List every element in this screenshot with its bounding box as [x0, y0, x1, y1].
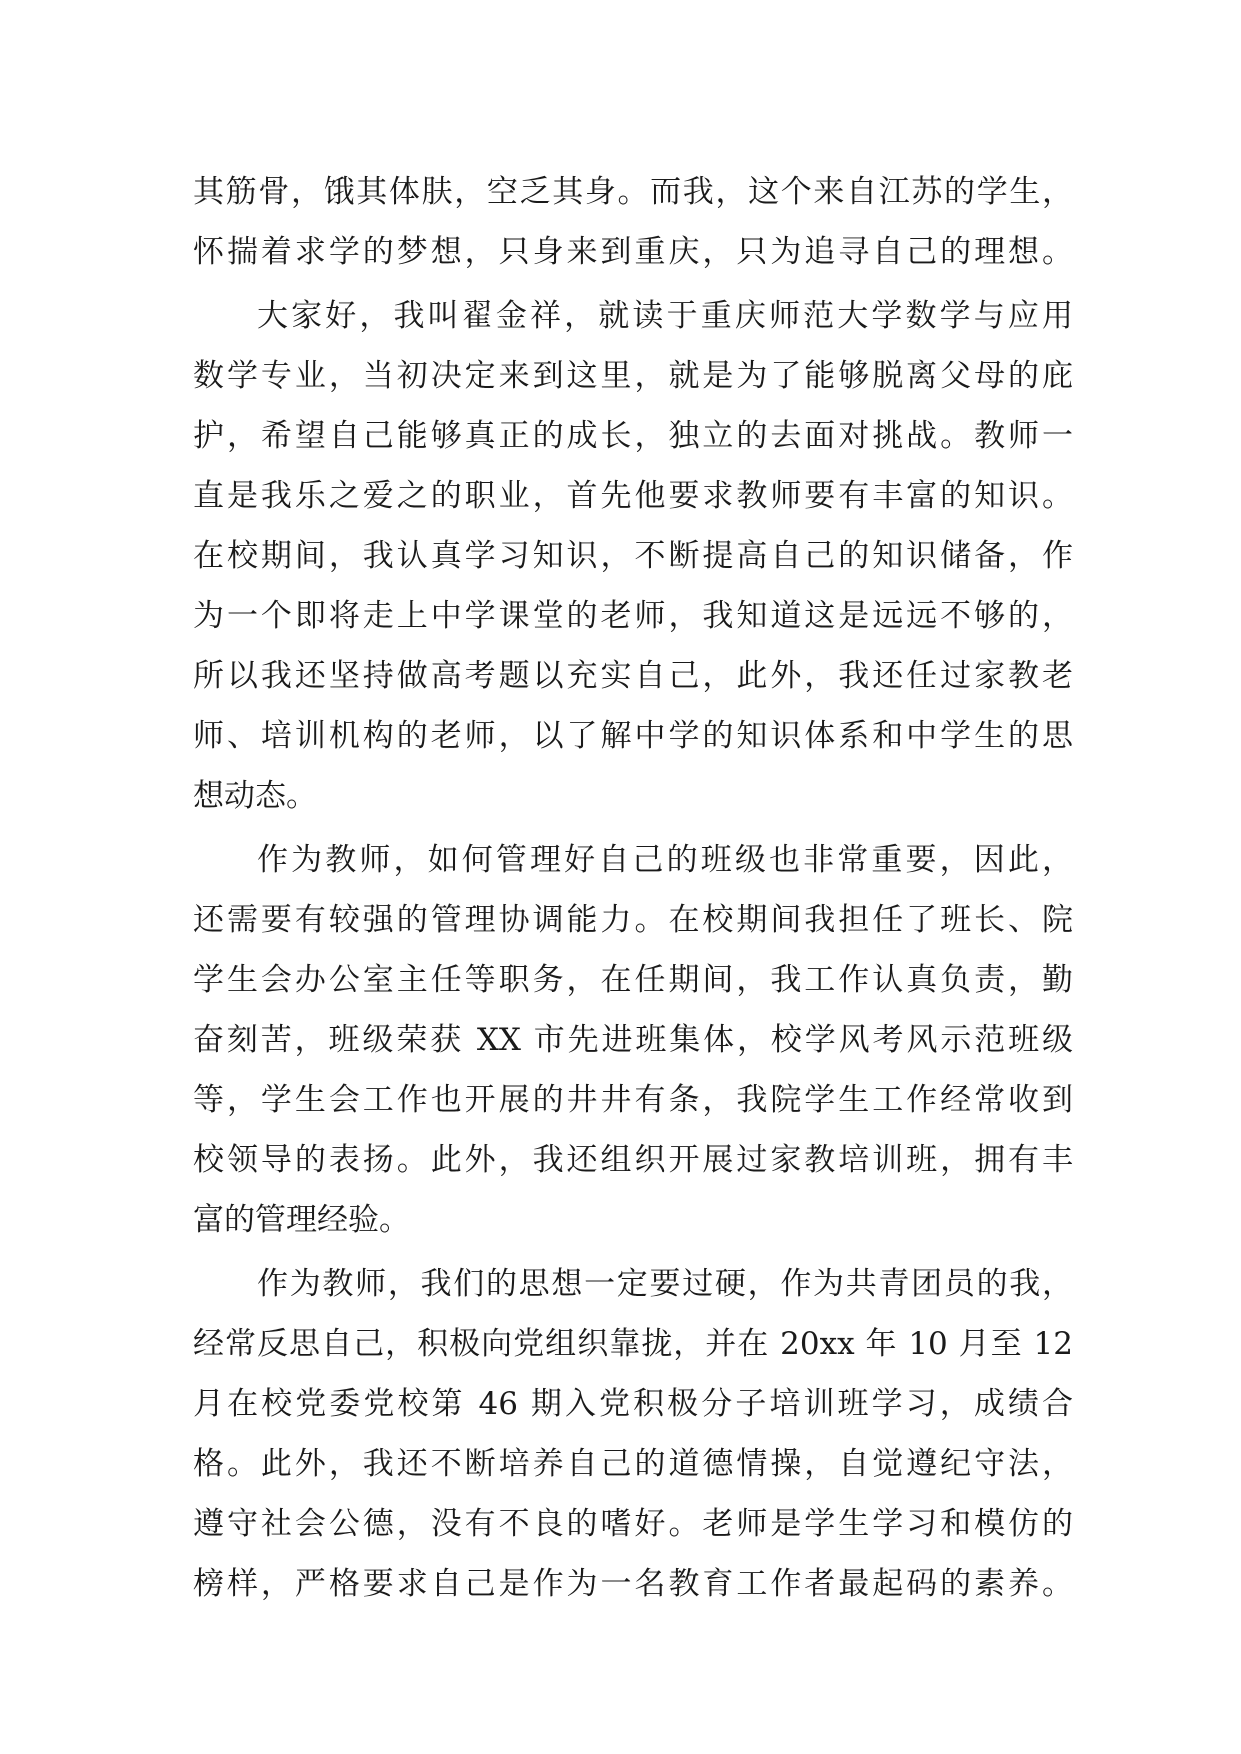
paragraph-3: [193, 830, 1073, 1250]
text-line: 榜样，严格要求自己是作为一名教育工作者最起码的素养。: [193, 1566, 1073, 1602]
text-line: 为一个即将走上中学课堂的老师，我知道这是远远不够的，: [193, 598, 1073, 634]
paragraph-2: [193, 286, 1073, 826]
text-line: 师、培训机构的老师，以了解中学的知识体系和中学生的思: [193, 718, 1073, 754]
text-line: 所以我还坚持做高考题以充实自己，此外，我还任过家教老: [193, 658, 1073, 694]
text-line: 想动态。: [193, 778, 317, 814]
document-body: [193, 162, 1073, 1614]
text-line: 遵守社会公德，没有不良的嗜好。老师是学生学习和模仿的: [193, 1506, 1073, 1542]
text-line: 在校期间，我认真学习知识，不断提高自己的知识储备，作: [193, 538, 1073, 574]
text-line: 富的管理经验。: [193, 1202, 410, 1238]
text-line: 其筋骨，饿其体肤，空乏其身。而我，这个来自江苏的学生，: [193, 174, 1073, 210]
text-line: 等，学生会工作也开展的井井有条，我院学生工作经常收到: [193, 1082, 1073, 1118]
text-line: 经常反思自己，积极向党组织靠拢，并在 20xx 年 10 月至 12: [193, 1326, 1073, 1362]
paragraph-4: [193, 1254, 1073, 1614]
text-line: 格。此外，我还不断培养自己的道德情操，自觉遵纪守法，: [193, 1446, 1073, 1482]
text-line: 校领导的表扬。此外，我还组织开展过家教培训班，拥有丰: [193, 1142, 1073, 1178]
paragraph-1: [193, 162, 1073, 282]
text-line: 学生会办公室主任等职务，在任期间，我工作认真负责，勤: [193, 962, 1073, 998]
text-line: 数学专业，当初决定来到这里，就是为了能够脱离父母的庇: [193, 358, 1073, 394]
text-line: 怀揣着求学的梦想，只身来到重庆，只为追寻自己的理想。: [193, 234, 1073, 270]
text-line: 直是我乐之爱之的职业，首先他要求教师要有丰富的知识。: [193, 478, 1073, 514]
text-line: 月在校党委党校第 46 期入党积极分子培训班学习，成绩合: [193, 1386, 1073, 1422]
text-line: 奋刻苦，班级荣获 XX 市先进班集体，校学风考风示范班级: [193, 1022, 1073, 1058]
text-line: 大家好，我叫翟金祥，就读于重庆师范大学数学与应用: [257, 298, 1073, 334]
text-line: 作为教师，我们的思想一定要过硬，作为共青团员的我，: [257, 1266, 1073, 1302]
text-line: 护，希望自己能够真正的成长，独立的去面对挑战。教师一: [193, 418, 1073, 454]
text-line: 作为教师，如何管理好自己的班级也非常重要，因此，: [257, 842, 1073, 878]
text-line: 还需要有较强的管理协调能力。在校期间我担任了班长、院: [193, 902, 1073, 938]
